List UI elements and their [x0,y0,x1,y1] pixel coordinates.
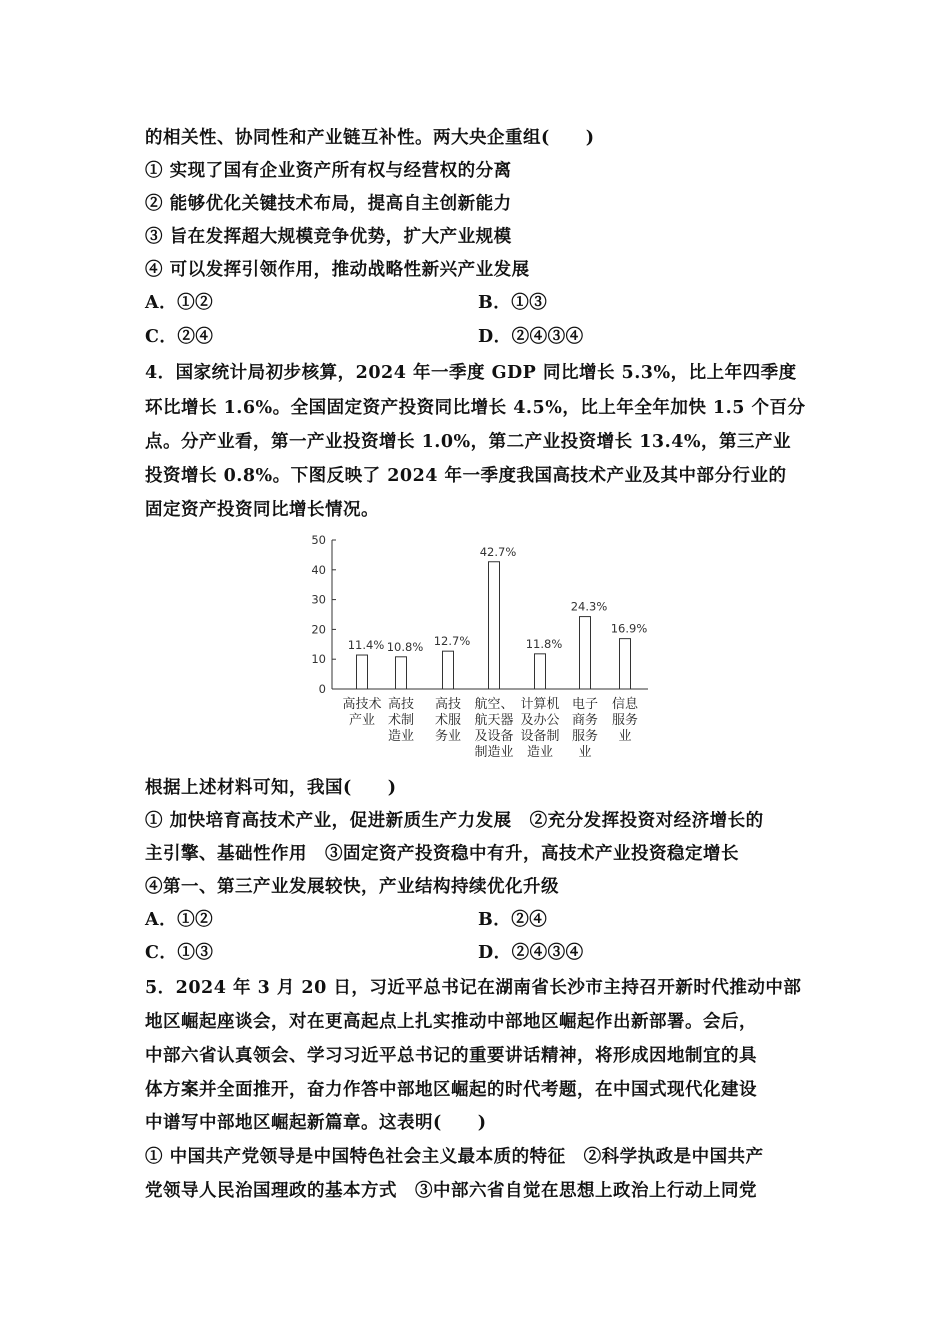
q5-stem-line-1: 5．2024 年 3 月 20 日，习近平总书记在湖南省长沙市主持召开新时代推动中部 [145,978,802,998]
q5-stem-line-4: 体方案并全面推开，奋力作答中部地区崛起的时代考题，在中国式现代化建设 [145,1080,757,1100]
q4-statement-line-3: ④第一、第三产业发展较快，产业结构持续优化升级 [145,877,559,897]
q4-stem-line-4: 投资增长 0.8%。下图反映了 2024 年一季度我国高技术产业及其中部分行业的 [145,466,787,486]
category-label: 及设备 [474,729,514,744]
category-label: 电子 [571,697,599,712]
category-label: 术服 [434,713,462,728]
q4-stem-line-2: 环比增长 1.6%。全国固定资产投资同比增长 4.5%，比上年全年加快 1.5 个百分 [145,398,806,418]
q4-option-b[interactable]: B．②④ [478,910,548,930]
bar [535,654,546,689]
bar-value-label: 11.8% [525,636,563,651]
y-tick-label: 40 [311,562,326,577]
bar-value-label: 16.9% [610,621,648,636]
category-label: 航天器 [474,713,514,728]
q4-statement-line-2: 主引擎、基础性作用 ③固定资产投资稳中有升，高技术产业投资稳定增长 [145,844,739,864]
q5-statement-line-2: 党领导人民治国理政的基本方式 ③中部六省自觉在思想上政治上行动上同党 [145,1181,757,1201]
y-tick-label: 50 [311,533,326,547]
bar-value-label: 42.7% [479,544,517,559]
investment-growth-chart [290,522,660,772]
q5-stem-line-3: 中部六省认真领会、学习习近平总书记的重要讲话精神，将形成因地制宜的具 [145,1046,757,1066]
bar-value-label: 10.8% [386,639,424,654]
bar [620,639,631,689]
bar [489,562,500,689]
q4-stem-line-3: 点。分产业看，第一产业投资增长 1.0%，第二产业投资增长 13.4%，第三产业 [145,432,792,452]
q4-statement-line-1: ① 加快培育高技术产业，促进新质生产力发展 ②充分发挥投资对经济增长的 [145,811,764,831]
q4-option-d[interactable]: D．②④③④ [478,943,584,963]
category-label: 业 [618,729,632,744]
category-label: 商务 [571,713,599,728]
chart-bars [357,562,631,689]
bar [580,617,591,689]
bar-value-label: 12.7% [433,634,471,649]
category-label: 造业 [526,745,554,760]
y-tick-label: 10 [311,652,326,667]
category-label: 服务 [571,729,599,744]
category-label: 设备制 [520,729,560,744]
category-label: 及办公 [520,713,560,728]
q5-stem-line-2: 地区崛起座谈会，对在更高起点上扎实推动中部地区崛起作出新部署。会后， [145,1012,757,1032]
category-label: 服务 [611,713,639,728]
category-label: 信息 [611,697,639,712]
q3-statement-2: ② 能够优化关键技术布局，提高自主创新能力 [145,194,512,214]
category-label: 高技 [387,697,415,712]
chart-category-labels [342,696,639,760]
q4-question: 根据上述材料可知，我国( ) [145,778,397,798]
q3-option-b[interactable]: B．①③ [478,293,548,313]
q3-option-c[interactable]: C．②④ [145,327,214,347]
y-tick-label: 30 [311,592,326,607]
q5-stem-line-5: 中谱写中部地区崛起新篇章。这表明( ) [145,1113,487,1133]
bar-value-label: 24.3% [570,599,608,614]
q3-statement-3: ③ 旨在发挥超大规模竞争优势，扩大产业规模 [145,227,512,247]
q4-stem-line-1: 4．国家统计局初步核算，2024 年一季度 GDP 同比增长 5.3%，比上年四季度 [145,363,797,383]
bar-value-label: 11.4% [347,638,385,653]
q4-stem-line-5: 固定资产投资同比增长情况。 [145,500,379,520]
category-label: 航空、 [474,697,514,712]
q3-option-d[interactable]: D．②④③④ [478,327,584,347]
q3-statement-1: ① 实现了国有企业资产所有权与经营权的分离 [145,161,512,181]
category-label: 计算机 [520,697,560,712]
bar [443,651,454,689]
q3-statement-4: ④ 可以发挥引领作用，推动战略性新兴产业发展 [145,260,530,280]
category-label: 制造业 [474,745,514,760]
category-label: 造业 [387,729,415,744]
bar [357,655,368,689]
category-label: 业 [578,745,592,760]
category-label: 产业 [348,713,376,728]
y-tick-label: 20 [311,622,326,637]
q4-option-a[interactable]: A．①② [145,910,214,930]
category-label: 高技术 [342,697,382,712]
y-tick-label: 0 [318,682,326,696]
q4-option-c[interactable]: C．①③ [145,943,214,963]
category-label: 高技 [434,697,462,712]
category-label: 务业 [434,729,462,744]
q5-statement-line-1: ① 中国共产党领导是中国特色社会主义最本质的特征 ②科学执政是中国共产 [145,1147,764,1167]
q3-stem-tail: 的相关性、协同性和产业链互补性。两大央企重组( ) [145,128,595,148]
bar [396,657,407,689]
q3-option-a[interactable]: A．①② [145,293,214,313]
category-label: 术制 [387,713,415,728]
